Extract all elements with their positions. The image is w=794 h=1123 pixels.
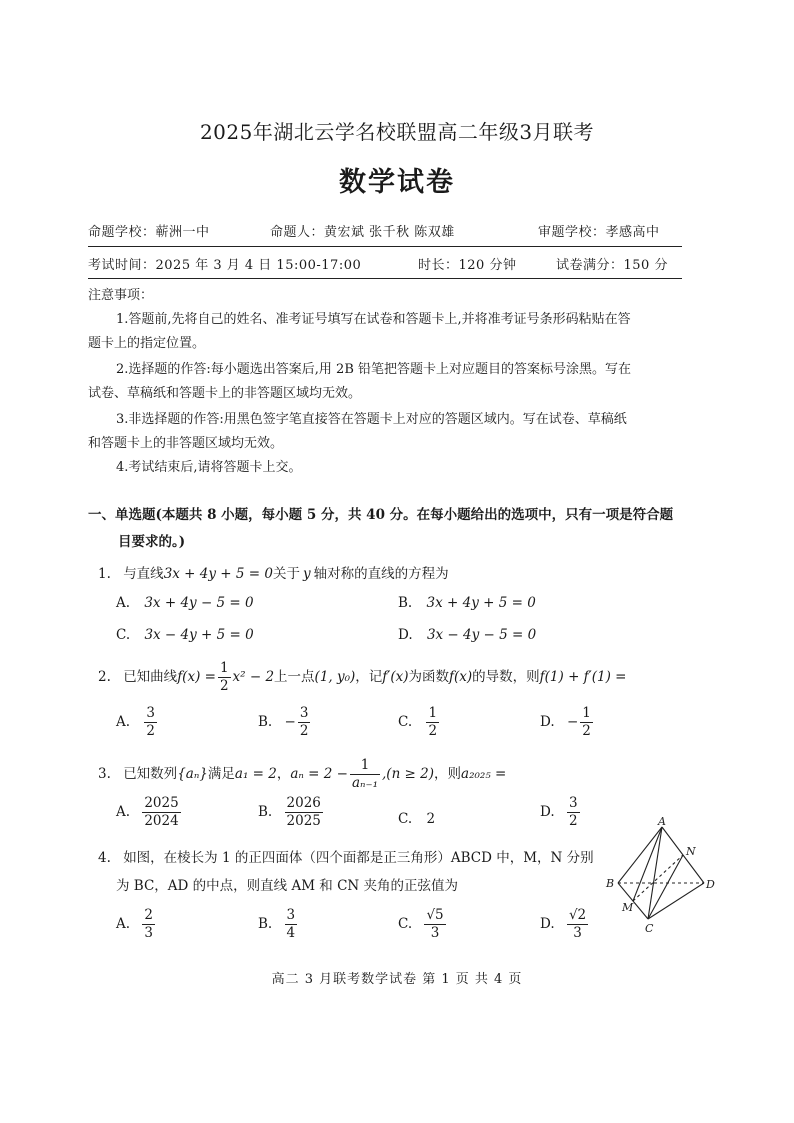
- q3-cond: ,(n ≥ 2): [382, 766, 435, 782]
- q1-option-d-text: 3x − 4y − 5 = 0: [426, 627, 537, 643]
- q1-option-b: [398, 595, 536, 611]
- q2-option-a: [116, 705, 159, 740]
- q2-option-b-num: 3: [299, 705, 309, 721]
- q2-option-d-fraction: [580, 705, 593, 740]
- q1-number: 1.: [98, 566, 111, 582]
- q4-option-c-num: √5: [426, 907, 444, 923]
- q2-number: 2.: [98, 669, 111, 685]
- q4-option-c-fraction: [424, 907, 445, 942]
- q2-option-b-den: 2: [299, 723, 309, 739]
- q3-option-d-num: 3: [568, 795, 578, 811]
- question-1: [98, 562, 449, 582]
- q3-option-d-den: 2: [568, 813, 578, 829]
- q1-option-d-label: D.: [398, 627, 413, 643]
- q3-option-a-num: 2025: [144, 795, 179, 811]
- q2-option-d-label: D.: [540, 714, 555, 730]
- q3-t3: ，则: [434, 766, 462, 782]
- q2-pre: 已知曲线: [123, 669, 178, 685]
- q2-point-text: 上一点: [274, 669, 315, 685]
- q1-option-c: [116, 627, 254, 643]
- q4-option-b: [258, 907, 299, 942]
- q2-option-c-den: 2: [428, 723, 438, 739]
- point-label-n: N: [686, 845, 696, 858]
- q1-option-a: [116, 595, 254, 611]
- notice-heading: 注意事项：: [88, 288, 154, 303]
- q3-a1: a₁ = 2: [234, 766, 277, 782]
- q1-option-c-label: C.: [116, 627, 131, 643]
- q4-option-a-label: A.: [116, 916, 131, 932]
- q2-option-b-fraction: [298, 705, 311, 740]
- q3-frac-num: 1: [350, 757, 380, 775]
- q1-option-b-text: 3x + 4y + 5 = 0: [426, 595, 536, 611]
- q4-option-d: [540, 907, 590, 942]
- vertex-label-a: A: [658, 815, 666, 828]
- q1-mid: 关于: [272, 566, 300, 582]
- q2-half-fraction: [218, 660, 231, 695]
- page-footer: 高二 3 月联考数学试卷 第 1 页 共 4 页: [271, 972, 523, 987]
- q2-option-c-num: 1: [428, 705, 438, 721]
- q2-option-c-fraction: [426, 705, 439, 740]
- reviewer-school: 审题学校：孝感高中: [538, 225, 660, 240]
- subject-title: 数学试卷: [339, 167, 455, 198]
- question-2: [98, 660, 626, 695]
- q1-option-a-text: 3x + 4y − 5 = 0: [144, 595, 254, 611]
- q4-option-a-fraction: [142, 907, 155, 942]
- q4-option-b-fraction: [285, 907, 298, 942]
- q2-option-a-label: A.: [116, 714, 131, 730]
- q3-option-d-fraction: [567, 795, 580, 830]
- q3-option-a: [116, 795, 183, 830]
- q2-t1: ，记: [355, 669, 383, 685]
- q3-option-c: [398, 811, 435, 827]
- q2-option-a-num: 3: [146, 705, 155, 721]
- q4-option-d-fraction: [567, 907, 588, 942]
- q3-option-a-label: A.: [116, 804, 131, 820]
- edge-ab: [618, 827, 662, 883]
- point-label-m: M: [622, 901, 634, 914]
- notice-item-3a: 3.非选择题的作答:用黑色签字笔直接答在答题卡上对应的答题区域内。写在试卷、草稿纸: [116, 412, 627, 427]
- q3-option-c-label: C.: [398, 811, 413, 827]
- notice-item-2a: 2.选择题的作答:每小题选出答案后,用 2B 铅笔把答题卡上对应题目的答案标号涂黑。写在: [116, 362, 632, 377]
- edge-cd: [648, 883, 704, 919]
- q2-option-a-den: 2: [146, 723, 155, 739]
- segment-mn-hidden: [633, 855, 683, 901]
- q2-option-d-num: 1: [582, 705, 591, 721]
- section-1-heading-cont: 目要求的。): [118, 534, 186, 550]
- q2-fpx: f′(x): [382, 669, 409, 685]
- q4-line1: 如图，在棱长为 1 的正四面体（四个面都是正三角形）ABCD 中，M，N 分别: [123, 850, 594, 866]
- q4-option-b-den: 4: [286, 925, 296, 941]
- q4-option-b-num: 3: [286, 907, 296, 923]
- q4-option-a-den: 3: [144, 925, 153, 941]
- q2-t3: 的导数，则: [472, 669, 540, 685]
- q2-fx: f(x) =: [177, 669, 216, 685]
- q3-frac-den: aₙ₋₁: [351, 775, 379, 791]
- q3-option-b-label: B.: [258, 804, 273, 820]
- notice-item-4: 4.考试结束后,请将答题卡上交。: [116, 460, 302, 475]
- q3-fraction: [350, 757, 380, 792]
- q4-option-a-num: 2: [144, 907, 153, 923]
- q4-number: 4.: [98, 850, 111, 866]
- q2-point: (1, y₀): [314, 669, 356, 685]
- q3-option-b-num: 2026: [286, 795, 321, 811]
- q4-option-d-den: 3: [573, 925, 582, 941]
- q2-option-b-label: B.: [258, 714, 273, 730]
- q4-option-a: [116, 907, 157, 942]
- q4-option-c-label: C.: [398, 916, 413, 932]
- q3-option-b-fraction: [285, 795, 323, 830]
- q4-option-c-den: 3: [430, 925, 440, 941]
- q3-target: a₂₀₂₅ =: [461, 766, 507, 782]
- q2-half-num: 1: [219, 660, 229, 676]
- notice-item-1a: 1.答题前,先将自己的姓名、准考证号填写在试卷和答题卡上,并将准考证号条形码粘贴在答: [116, 312, 631, 327]
- q1-option-b-label: B.: [398, 595, 413, 611]
- q1-post: 轴对称的直线的方程为: [313, 566, 449, 582]
- q3-option-d: [540, 795, 582, 830]
- q3-t1: 满足: [207, 766, 235, 782]
- exam-time: 考试时间：2025 年 3 月 4 日 15:00-17:00: [88, 258, 362, 273]
- q3-number: 3.: [98, 766, 111, 782]
- tetrahedron-figure: [600, 815, 724, 935]
- q3-option-c-text: 2: [426, 811, 436, 827]
- vertex-label-c: C: [645, 922, 654, 935]
- q4-line2: 为 BC，AD 的中点，则直线 AM 和 CN 夹角的正弦值为: [116, 878, 459, 894]
- q1-var: y: [302, 566, 311, 582]
- q3-pre: 已知数列: [123, 766, 178, 782]
- q3-option-d-label: D.: [540, 804, 555, 820]
- q1-equation: 3x + 4y + 5 = 0: [163, 566, 273, 582]
- q2-option-b-sign: −: [284, 714, 296, 730]
- q4-option-c: [398, 907, 448, 942]
- q2-option-c: [398, 705, 441, 740]
- q3-option-b-den: 2025: [286, 813, 321, 829]
- q1-option-d: [398, 627, 536, 643]
- segment-am: [633, 827, 662, 901]
- section-1-heading: 一、单选题(本题共 8 小题，每小题 5 分，共 40 分。在每小题给出的选项中，只有一项是符合题: [88, 507, 674, 523]
- vertex-label-b: B: [606, 877, 615, 890]
- q3-t2: ，: [276, 766, 291, 782]
- q2-rest: x² − 2: [232, 669, 275, 685]
- q4-option-d-num: √2: [568, 907, 587, 923]
- q3-option-a-fraction: [142, 795, 180, 830]
- q3-seq: {aₙ}: [177, 766, 208, 782]
- q4-option-d-label: D.: [540, 916, 555, 932]
- q3-option-a-den: 2024: [144, 813, 179, 829]
- setters: 命题人：黄宏斌 张千秋 陈双雄: [270, 225, 455, 240]
- q3-option-b: [258, 795, 325, 830]
- q2-half-den: 2: [219, 678, 229, 694]
- question-3: [98, 757, 506, 792]
- header-rule-bottom: [88, 278, 682, 279]
- q2-t2: 为函数: [408, 669, 450, 685]
- notice-item-3b: 和答题卡上的非答题区域均无效。: [88, 436, 284, 451]
- question-4: [98, 846, 594, 866]
- full-score: 试卷满分：150 分: [556, 258, 668, 273]
- vertex-label-d: D: [706, 878, 715, 891]
- exam-title: 2025年湖北云学名校联盟高二年级3月联考: [199, 120, 595, 144]
- q2-option-b: [258, 705, 312, 740]
- q2-expr: f(1) + f′(1) =: [539, 669, 627, 685]
- q2-option-c-label: C.: [398, 714, 413, 730]
- notice-item-1b: 题卡上的指定位置。: [88, 336, 206, 351]
- q2-option-d-den: 2: [582, 723, 591, 739]
- q2-fx2: f(x): [449, 669, 473, 685]
- q3-an: aₙ = 2 −: [290, 766, 348, 782]
- header-rule-top: [88, 246, 682, 247]
- q4-option-b-label: B.: [258, 916, 273, 932]
- q1-option-a-label: A.: [116, 595, 131, 611]
- setter-school: 命题学校：蕲洲一中: [88, 225, 210, 240]
- q2-option-d: [540, 705, 595, 740]
- duration: 时长：120 分钟: [418, 258, 517, 273]
- q2-option-a-fraction: [144, 705, 157, 740]
- q2-option-d-sign: −: [566, 714, 579, 730]
- q1-option-c-text: 3x − 4y + 5 = 0: [144, 627, 254, 643]
- q1-pre: 与直线: [123, 566, 164, 582]
- notice-item-2b: 试卷、草稿纸和答题卡上的非答题区域均无效。: [88, 386, 362, 401]
